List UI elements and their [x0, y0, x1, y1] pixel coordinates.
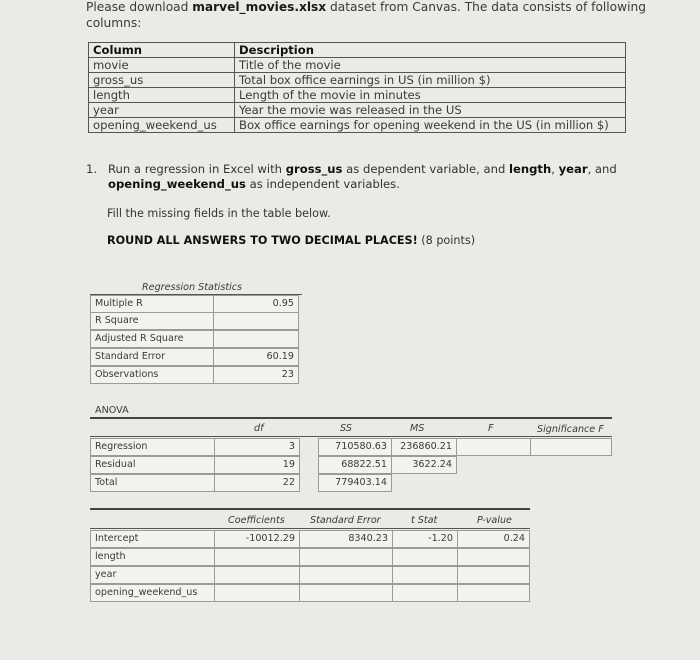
multiple-r-value[interactable]: 0.95 — [213, 295, 299, 313]
q-text-part: as independent variables. — [245, 177, 400, 191]
anova-row-label: Total — [90, 474, 215, 492]
length-coef[interactable] — [214, 548, 300, 566]
points-text: (8 points) — [417, 234, 476, 247]
dataset-filename: marvel_movies.xlsx — [192, 0, 327, 14]
year-coef[interactable] — [214, 566, 300, 584]
table-row — [89, 73, 626, 88]
year-t[interactable] — [392, 566, 458, 584]
column-name: gross_us — [89, 73, 235, 88]
description-header: Description — [235, 43, 626, 58]
t-stat-header: t Stat — [411, 515, 438, 526]
column-name: opening_weekend_us — [89, 118, 235, 133]
intercept-p[interactable]: 0.24 — [457, 530, 530, 548]
coef-row-label: Intercept — [90, 530, 215, 548]
column-name: length — [89, 88, 235, 103]
significance-f-header: Significance F — [537, 424, 604, 435]
year-se[interactable] — [299, 566, 393, 584]
intercept-t[interactable]: -1.20 — [392, 530, 458, 548]
stat-label: Observations — [90, 366, 214, 384]
intro-pre: Please download — [86, 0, 193, 14]
year-p[interactable] — [457, 566, 530, 584]
residual-df[interactable]: 19 — [214, 456, 300, 474]
stat-label: Standard Error — [90, 348, 214, 366]
table-row — [89, 103, 626, 118]
opening-weekend-se[interactable] — [299, 584, 393, 602]
standard-error-header: Standard Error — [310, 515, 381, 526]
residual-ss[interactable]: 68822.51 — [318, 456, 392, 474]
q-text-part: , — [551, 162, 559, 176]
regression-ss[interactable]: 710580.63 — [318, 438, 392, 456]
column-description: Box office earnings for opening weekend in the US (in million $) — [235, 118, 626, 133]
intro-post: dataset from Canvas. The data consists of following columns: — [86, 0, 646, 30]
column-description: Length of the movie in minutes — [235, 88, 626, 103]
question-text — [108, 162, 628, 192]
p-value-header: P-value — [477, 515, 512, 526]
regression-f[interactable] — [456, 438, 531, 456]
q-bold-opening: opening_weekend_us — [108, 177, 246, 191]
intro-text — [86, 0, 646, 31]
question-number: 1. — [86, 162, 98, 176]
columns-table-header — [89, 43, 626, 58]
coef-row-label: length — [90, 548, 215, 566]
q-bold-gross: gross_us — [285, 162, 343, 176]
opening-weekend-t[interactable] — [392, 584, 458, 602]
table-rule — [90, 417, 612, 419]
column-name: year — [89, 103, 235, 118]
df-header: df — [254, 423, 264, 434]
intercept-se[interactable]: 8340.23 — [299, 530, 393, 548]
table-rule — [90, 528, 530, 529]
residual-ms[interactable]: 3622.24 — [391, 456, 457, 474]
length-p[interactable] — [457, 548, 530, 566]
table-row — [89, 58, 626, 73]
ms-header: MS — [410, 423, 425, 434]
adjusted-r-square-value[interactable] — [213, 330, 299, 348]
coef-row-label: year — [90, 566, 215, 584]
significance-f-value[interactable] — [530, 438, 612, 456]
anova-title: ANOVA — [95, 405, 129, 416]
column-description: Title of the movie — [235, 58, 626, 73]
regression-statistics-title: Regression Statistics — [142, 282, 243, 293]
anova-row-label: Regression — [90, 438, 215, 456]
coef-row-label: opening_weekend_us — [90, 584, 215, 602]
column-header: Column — [89, 43, 235, 58]
opening-weekend-p[interactable] — [457, 584, 530, 602]
stat-label: Adjusted R Square — [90, 330, 214, 348]
columns-table — [88, 42, 626, 133]
regression-df[interactable]: 3 — [214, 438, 300, 456]
f-header: F — [488, 423, 494, 434]
total-df[interactable]: 22 — [214, 474, 300, 492]
table-row — [89, 88, 626, 103]
column-name: movie — [89, 58, 235, 73]
round-bold: ROUND ALL ANSWERS TO TWO DECIMAL PLACES! — [107, 234, 418, 247]
q-text-part: , and — [587, 162, 617, 176]
standard-error-value[interactable]: 60.19 — [213, 348, 299, 366]
stat-label: Multiple R — [90, 295, 214, 313]
column-description: Total box office earnings in US (in million $) — [235, 73, 626, 88]
anova-row-label: Residual — [90, 456, 215, 474]
total-ss[interactable]: 779403.14 — [318, 474, 392, 492]
round-instruction — [107, 234, 475, 247]
ss-header: SS — [340, 423, 352, 434]
table-rule — [90, 436, 612, 437]
column-description: Year the movie was released in the US — [235, 103, 626, 118]
length-se[interactable] — [299, 548, 393, 566]
r-square-value[interactable] — [213, 312, 299, 330]
q-bold-year: year — [558, 162, 588, 176]
table-rule — [90, 508, 530, 510]
opening-weekend-coef[interactable] — [214, 584, 300, 602]
stat-label: R Square — [90, 312, 214, 330]
q-bold-length: length — [509, 162, 552, 176]
q-text-part: Run a regression in Excel with — [108, 162, 286, 176]
observations-value[interactable]: 23 — [213, 366, 299, 384]
regression-ms[interactable]: 236860.21 — [391, 438, 457, 456]
q-text-part: as dependent variable, and — [342, 162, 510, 176]
fill-instruction: Fill the missing fields in the table below. — [107, 207, 331, 220]
coefficients-header: Coefficients — [228, 515, 285, 526]
length-t[interactable] — [392, 548, 458, 566]
intercept-coef[interactable]: -10012.29 — [214, 530, 300, 548]
table-row — [89, 118, 626, 133]
